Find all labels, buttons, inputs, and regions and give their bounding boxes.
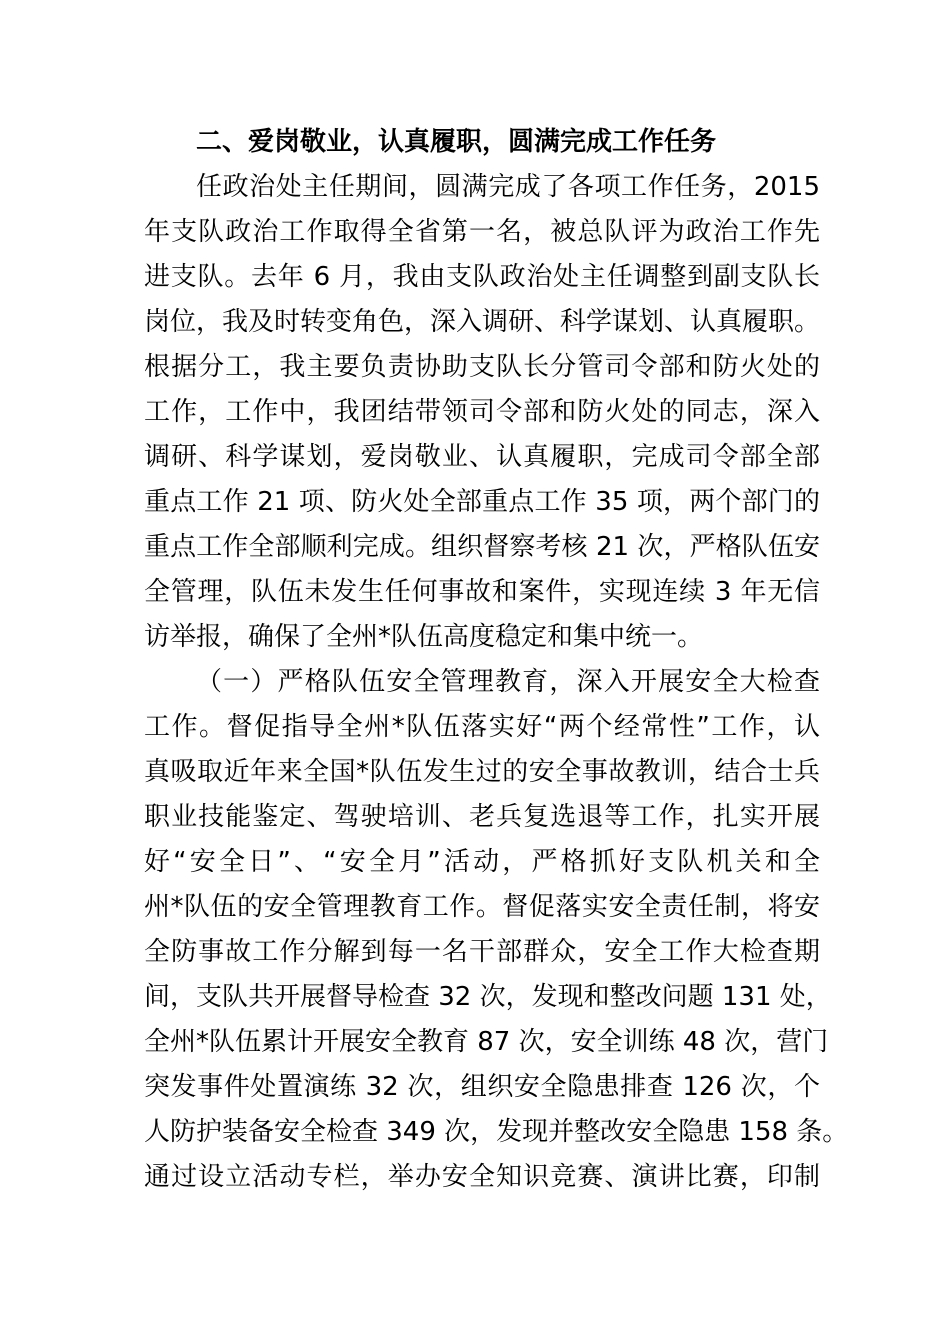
paragraph-line: 任政治处主任期间，圆满完成了各项工作任务，2015 — [196, 172, 820, 202]
paragraph-line: 调研、科学谋划，爱岗敬业、认真履职，完成司令部全部 — [144, 442, 820, 472]
paragraph-line: 全州*队伍累计开展安全教育 87 次，安全训练 48 次，营门 — [144, 1027, 829, 1057]
paragraph-line: 好“安全日”、“安全月”活动，严格抓好支队机关和全 — [144, 847, 820, 877]
paragraph-line: 人防护装备安全检查 349 次，发现并整改安全隐患 158 条。 — [144, 1117, 849, 1147]
paragraph-line: 工作。督促指导全州*队伍落实好“两个经常性”工作，认 — [144, 712, 820, 742]
paragraph-line: 间，支队共开展督导检查 32 次，发现和整改问题 131 处， — [144, 982, 832, 1012]
paragraph-line: 全防事故工作分解到每一名干部群众，安全工作大检查期 — [144, 937, 820, 967]
subsection-heading-line: （一）严格队伍安全管理教育，深入开展安全大检查 — [196, 667, 820, 697]
paragraph-line: 岗位，我及时转变角色，深入调研、科学谋划、认真履职。 — [144, 307, 821, 337]
paragraph-line: 访举报，确保了全州*队伍高度稳定和集中统一。 — [144, 622, 704, 652]
paragraph-line: 工作，工作中，我团结带领司令部和防火处的同志，深入 — [144, 397, 820, 427]
section-heading: 二、爱岗敬业，认真履职，圆满完成工作任务 — [196, 127, 717, 157]
paragraph-line: 进支队。去年 6 月，我由支队政治处主任调整到副支队长 — [144, 262, 820, 292]
paragraph-line: 突发事件处置演练 32 次，组织安全隐患排查 126 次，个 — [144, 1072, 820, 1102]
paragraph-line: 全管理，队伍未发生任何事故和案件，实现连续 3 年无信 — [144, 577, 820, 607]
paragraph-line: 年支队政治工作取得全省第一名，被总队评为政治工作先 — [144, 217, 820, 247]
paragraph-line: 职业技能鉴定、驾驶培训、老兵复选退等工作，扎实开展 — [144, 802, 820, 832]
paragraph-line: 州*队伍的安全管理教育工作。督促落实安全责任制，将安 — [144, 892, 820, 922]
paragraph-line: 重点工作全部顺利完成。组织督察考核 21 次，严格队伍安 — [144, 532, 820, 562]
paragraph-line: 真吸取近年来全国*队伍发生过的安全事故教训，结合士兵 — [144, 757, 820, 787]
paragraph-line: 通过设立活动专栏，举办安全知识竞赛、演讲比赛，印制 — [144, 1162, 820, 1192]
document-body — [144, 120, 849, 1200]
paragraph-line: 根据分工，我主要负责协助支队长分管司令部和防火处的 — [144, 352, 820, 382]
paragraph-line: 重点工作 21 项、防火处全部重点工作 35 项，两个部门的 — [144, 487, 820, 517]
